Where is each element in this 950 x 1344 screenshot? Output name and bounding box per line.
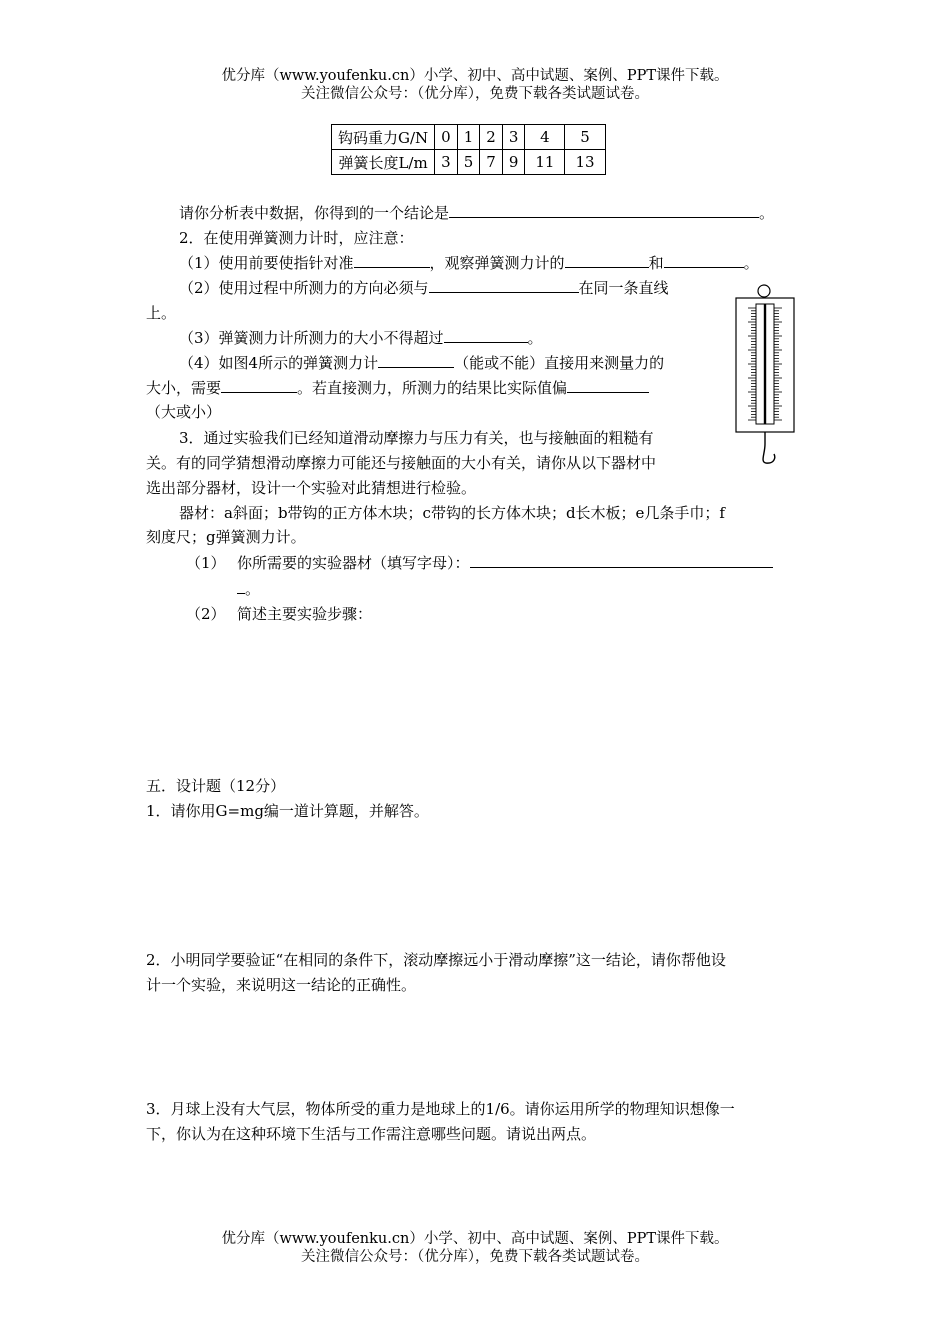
answer-blank[interactable] [429,277,579,293]
section-5-q3-line-1: 3．月球上没有大气层，物体所受的重力是地球上的1/6。请你运用所学的物理知识想像一 [146,1100,735,1118]
answer-blank[interactable] [470,552,773,568]
section-5-title: 五．设计题（12分） [146,777,286,795]
table-row [332,125,606,150]
q2-title: 2．在使用弹簧测力计时，应注意： [179,229,414,247]
materials-line-1: 器材：a斜面；b带钩的正方体木块；c带钩的长方体木块；d长木板；e几条手巾；f [179,504,725,522]
table-cell: 4 [525,125,565,150]
answer-blank[interactable] [449,202,759,218]
q3-part-2: 简述主要实验步骤： [237,605,373,623]
section-5-q2-line-2: 计一个实验，来说明这一结论的正确性。 [146,976,417,994]
spring-data-table [331,124,606,175]
q2-item-1: （1）使用前要使指针对准 ，观察弹簧测力计的 和 。 [179,254,759,272]
q2-item-2-cont: 上。 [146,304,177,322]
table-cell: 1 [457,125,480,150]
answer-blank[interactable] [354,252,430,268]
row-label-length: 弹簧长度L/m [332,150,435,175]
answer-blank[interactable] [378,352,454,368]
q2-item-4: （4）如图4所示的弹簧测力计 （能或不能）直接用来测量力的 [179,354,665,372]
q3-part-1-num: （1） [186,554,226,572]
table-cell: 7 [480,150,503,175]
q2-item-2: （2）使用过程中所测力的方向必须与 在同一条直线 [179,279,669,297]
answer-blank[interactable] [567,377,649,393]
table-cell: 2 [480,125,503,150]
table-cell: 13 [565,150,605,175]
table-cell: 3 [502,125,525,150]
answer-blank[interactable] [221,377,297,393]
answer-blank[interactable] [664,252,744,268]
table-cell: 11 [525,150,565,175]
row-label-weight: 钩码重力G/N [332,125,435,150]
table-row [332,150,606,175]
analysis-question: 请你分析表中数据，你得到的一个结论是 。 [179,204,775,222]
table-cell: 5 [565,125,605,150]
q3-part-1-end: 。 [237,577,260,601]
spring-scale-figure [728,282,802,468]
section-5-q2-line-1: 2．小明同学要验证“在相同的条件下，滚动摩擦远小于滑动摩擦”这一结论，请你帮他设 [146,951,726,969]
answer-blank[interactable] [444,327,528,343]
header-line-2: 关注微信公众号：（优分库），免费下载各类试题试卷。 [301,86,649,102]
q3-line-2: 关。有的同学猜想滑动摩擦力可能还与接触面的大小有关，请你从以下器材中 [146,454,657,472]
q3-part-1: 你所需要的实验器材（填写字母）： [237,551,773,575]
table-cell: 9 [502,150,525,175]
q3-part-2-num: （2） [186,605,226,623]
q3-line-3: 选出部分器材，设计一个实验对此猜想进行检验。 [146,479,477,497]
answer-blank[interactable] [237,578,245,594]
header-line-1: 优分库（www.youfenku.cn）小学、初中、高中试题、案例、PPT课件下载。 [221,68,729,84]
table-cell: 0 [435,125,458,150]
footer-line-1: 优分库（www.youfenku.cn）小学、初中、高中试题、案例、PPT课件下载。 [221,1231,729,1247]
section-5-q1: 1．请你用G=mg编一道计算题，并解答。 [146,802,429,820]
footer-line-2: 关注微信公众号：（优分库），免费下载各类试题试卷。 [301,1249,649,1265]
section-5-q3-line-2: 下，你认为在这种环境下生活与工作需注意哪些问题。请说出两点。 [146,1125,597,1143]
q3-line-1: 3．通过实验我们已经知道滑动摩擦力与压力有关，也与接触面的粗糙有 [179,429,654,447]
q2-item-3: （3）弹簧测力计所测力的大小不得超过 。 [179,329,543,347]
table-cell: 3 [435,150,458,175]
materials-line-2: 刻度尺；g弹簧测力计。 [146,528,306,546]
answer-blank[interactable] [565,252,649,268]
q2-item-4-end: （大或小） [146,403,222,421]
q2-item-4-cont: 大小，需要 。若直接测力，所测力的结果比实际值偏 [146,376,649,400]
table-cell: 5 [457,150,480,175]
